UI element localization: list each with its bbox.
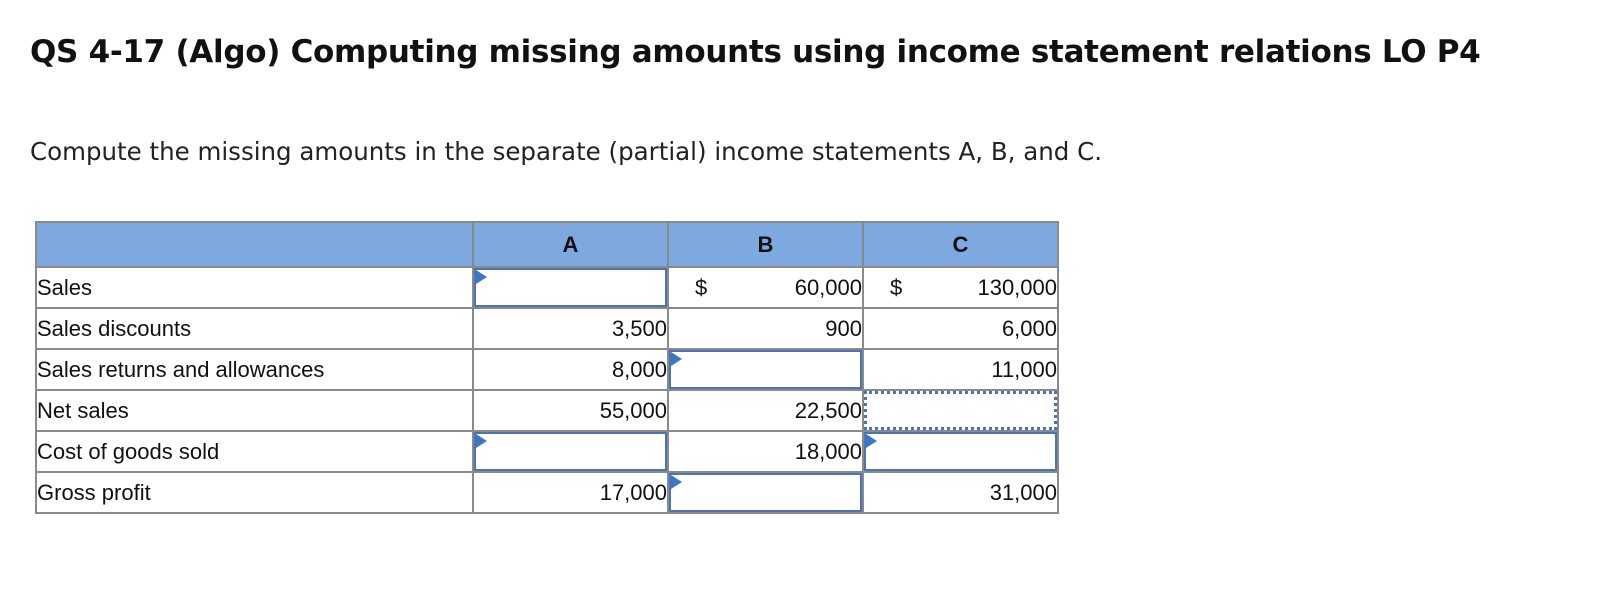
sales-returns-c-value: 11,000: [863, 349, 1058, 390]
cogs-a-input[interactable]: [474, 432, 667, 471]
currency-symbol: $: [890, 274, 903, 300]
cogs-b-value: 18,000: [668, 431, 863, 472]
row-label-cogs: Cost of goods sold: [36, 431, 473, 472]
cogs-c-cell[interactable]: [863, 431, 1058, 472]
header-col-c: C: [863, 222, 1058, 267]
sales-returns-b-input[interactable]: [669, 350, 862, 389]
net-sales-c-cell[interactable]: [863, 390, 1058, 431]
answer-flag-icon: [476, 270, 487, 284]
table-row-sales: [36, 267, 1058, 308]
sales-b-cell: [668, 267, 863, 308]
header-label-cell: [36, 222, 473, 267]
gross-profit-b-cell[interactable]: [668, 472, 863, 513]
instructions-text: Compute the missing amounts in the separate (partial) income statements A, B, and C.: [30, 137, 1103, 166]
answer-flag-icon: [866, 434, 877, 448]
answer-flag-icon: [671, 475, 682, 489]
answer-flag-icon: [671, 352, 682, 366]
cogs-a-cell[interactable]: [473, 431, 668, 472]
table-row-gross-profit: [36, 472, 1058, 513]
sales-discounts-b-value: 900: [668, 308, 863, 349]
header-col-a: A: [473, 222, 668, 267]
sales-a-cell[interactable]: [473, 267, 668, 308]
net-sales-a-value: 55,000: [473, 390, 668, 431]
sales-c-cell: [863, 267, 1058, 308]
sales-returns-a-value: 8,000: [473, 349, 668, 390]
sales-a-input[interactable]: [474, 268, 667, 307]
sales-discounts-c-value: 6,000: [863, 308, 1058, 349]
currency-symbol: $: [695, 274, 708, 300]
net-sales-b-value: 22,500: [668, 390, 863, 431]
income-statement-table: [35, 221, 1059, 514]
table-row-sales-returns: [36, 349, 1058, 390]
header-col-b: B: [668, 222, 863, 267]
row-label-gross-profit: Gross profit: [36, 472, 473, 513]
table-row-cogs: [36, 431, 1058, 472]
gross-profit-b-input[interactable]: [669, 473, 862, 512]
table-row-net-sales: [36, 390, 1058, 431]
row-label-net-sales: Net sales: [36, 390, 473, 431]
gross-profit-c-value: 31,000: [863, 472, 1058, 513]
table-row-sales-discounts: [36, 308, 1058, 349]
cogs-c-input[interactable]: [864, 432, 1057, 471]
row-label-sales-discounts: Sales discounts: [36, 308, 473, 349]
row-label-sales-returns: Sales returns and allowances: [36, 349, 473, 390]
row-label-sales: Sales: [36, 267, 473, 308]
sales-returns-b-cell[interactable]: [668, 349, 863, 390]
table-header-row: [36, 222, 1058, 267]
sales-c-value: 130,000: [977, 274, 1057, 300]
answer-flag-icon: [476, 434, 487, 448]
sales-b-value: 60,000: [794, 274, 862, 300]
gross-profit-a-value: 17,000: [473, 472, 668, 513]
page-title: QS 4-17 (Algo) Computing missing amounts using income statement relations LO P4: [30, 34, 1481, 70]
sales-discounts-a-value: 3,500: [473, 308, 668, 349]
